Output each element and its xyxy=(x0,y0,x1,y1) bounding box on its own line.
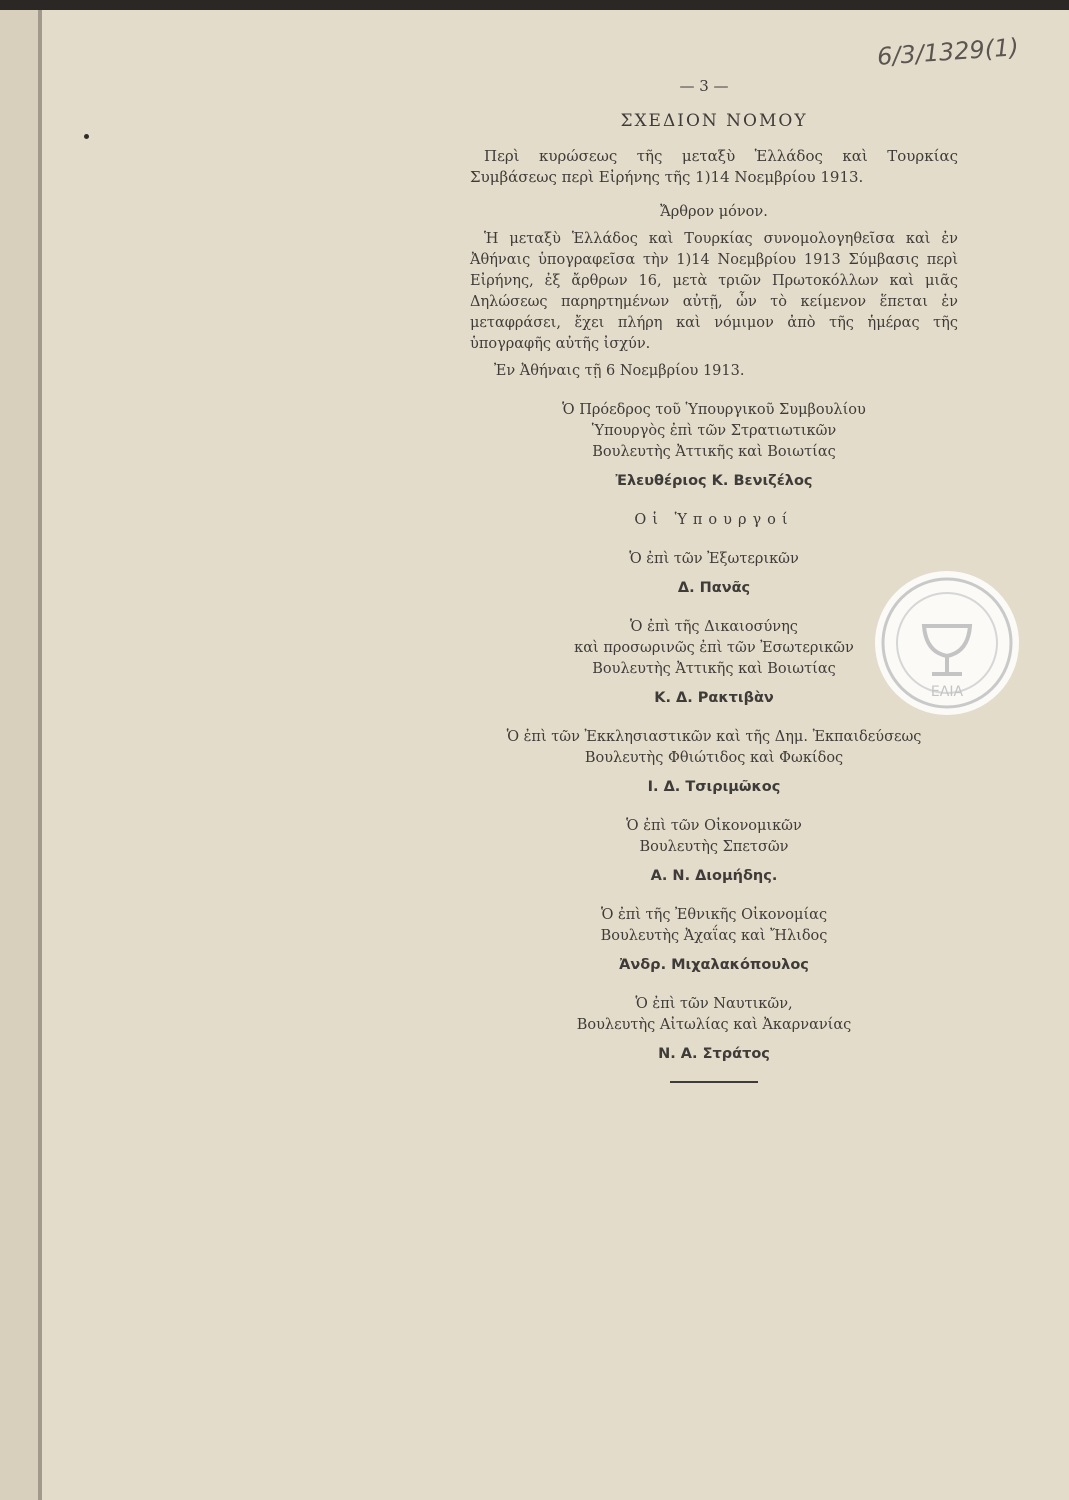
document-title: ΣΧΕΔΙΟΝ ΝΟΜΟΥ xyxy=(620,111,808,131)
signature-line: Βουλευτὴς Αἰτωλίας καὶ Ἀκαρνανίας xyxy=(576,1017,852,1033)
article-body: Ἡ μεταξὺ Ἑλλάδος καὶ Τουρκίας συνομολογηθεῖσα καὶ ἐν Ἀθήναις ὑπογραφεῖσα τὴν 1)14 Νοεμβρίου 1913 Σύμβασις περὶ Εἰρήνης, ἐξ ἄρθρων 16, μετὰ τριῶν Πρωτοκόλλων καὶ μιᾶς Δηλώσεως παρηρτημένων αὐτῇ, ὧν τὸ κείμενον ἕπεται ἐν μεταφράσει, ἔχει πλήρη καὶ νόμιμον ἀπὸ τῆς ἡμέρας τῆς ὑπογραφῆς αὐτῆς ἰσχύν. xyxy=(470,231,958,352)
signature-line: καὶ προσωρινῶς ἐπὶ τῶν Ἐσωτερικῶν xyxy=(574,640,854,656)
closing-rule xyxy=(670,1081,758,1083)
page-fold-shadow xyxy=(0,0,38,1500)
page-fold-line xyxy=(38,0,42,1500)
signatory-name: Κ. Δ. Ρακτιβὰν xyxy=(654,690,774,706)
signature-navy xyxy=(470,994,958,1065)
signature-line: Βουλευτὴς Ἀχαΐας καὶ Ἤλιδος xyxy=(600,928,828,944)
date-line: Ἐν Ἀθήναις τῇ 6 Νοεμβρίου 1913. xyxy=(494,363,745,379)
signature-line: Ὁ ἐπὶ τῶν Ἐκκλησιαστικῶν καὶ τῆς Δημ. Ἐκπαιδεύσεως xyxy=(506,729,922,745)
signature-line: Βουλευτὴς Ἀττικῆς καὶ Βοιωτίας xyxy=(592,444,836,460)
signatory-name: Δ. Πανᾶς xyxy=(677,580,751,596)
signatory-name: Ν. Α. Στράτος xyxy=(658,1046,770,1062)
signature-line: Ὁ ἐπὶ τῶν Ναυτικῶν, xyxy=(635,996,793,1012)
signatory-name: Ἐλευθέριος Κ. Βενιζέλος xyxy=(615,473,813,489)
signature-national-economy xyxy=(470,905,958,976)
article-heading: Ἄρθρον μόνον. xyxy=(660,204,768,220)
signature-line: Ὁ ἐπὶ τῆς Ἐθνικῆς Οἰκονομίας xyxy=(600,907,828,923)
signatory-name: Ι. Δ. Τσιριμῶκος xyxy=(647,779,781,795)
signature-finance xyxy=(470,816,958,887)
document-subtitle: Περὶ κυρώσεως τῆς μεταξὺ Ἑλλάδος καὶ Τουρκίας Συμβάσεως περὶ Εἰρήνης τῆς 1)14 Νοεμβρίου 1913. xyxy=(470,147,958,186)
signature-line: Ὁ ἐπὶ τῶν Ἐξωτερικῶν xyxy=(629,551,799,567)
signature-line: Ὁ Πρόεδρος τοῦ Ὑπουργικοῦ Συμβουλίου xyxy=(562,402,866,418)
signature-line: Βουλευτὴς Ἀττικῆς καὶ Βοιωτίας xyxy=(592,661,836,677)
page-number: — 3 — xyxy=(679,77,729,95)
signature-president xyxy=(470,400,958,492)
archive-stamp-icon xyxy=(872,568,1022,718)
signature-line: Ὑπουργὸς ἐπὶ τῶν Στρατιωτικῶν xyxy=(591,423,837,439)
ministers-heading: Οἱ Ὑπουργοί xyxy=(634,512,794,528)
stamp-text: ΕΛΙΑ xyxy=(930,684,964,700)
signature-line: Ὁ ἐπὶ τῶν Οἰκονομικῶν xyxy=(626,818,802,834)
ink-dot xyxy=(84,134,89,139)
signatory-name: Ἀνδρ. Μιχαλακόπουλος xyxy=(619,957,809,973)
signatory-name: Α. Ν. Διομήδης. xyxy=(650,868,778,884)
signature-line: Βουλευτὴς Φθιώτιδος καὶ Φωκίδος xyxy=(584,750,844,766)
signature-education xyxy=(470,727,958,798)
archive-reference: 6/3/1329(1) xyxy=(876,33,1020,71)
scan-top-edge xyxy=(0,0,1069,10)
signature-line: Ὁ ἐπὶ τῆς Δικαιοσύνης xyxy=(630,619,798,635)
signature-line: Βουλευτὴς Σπετσῶν xyxy=(639,839,789,855)
